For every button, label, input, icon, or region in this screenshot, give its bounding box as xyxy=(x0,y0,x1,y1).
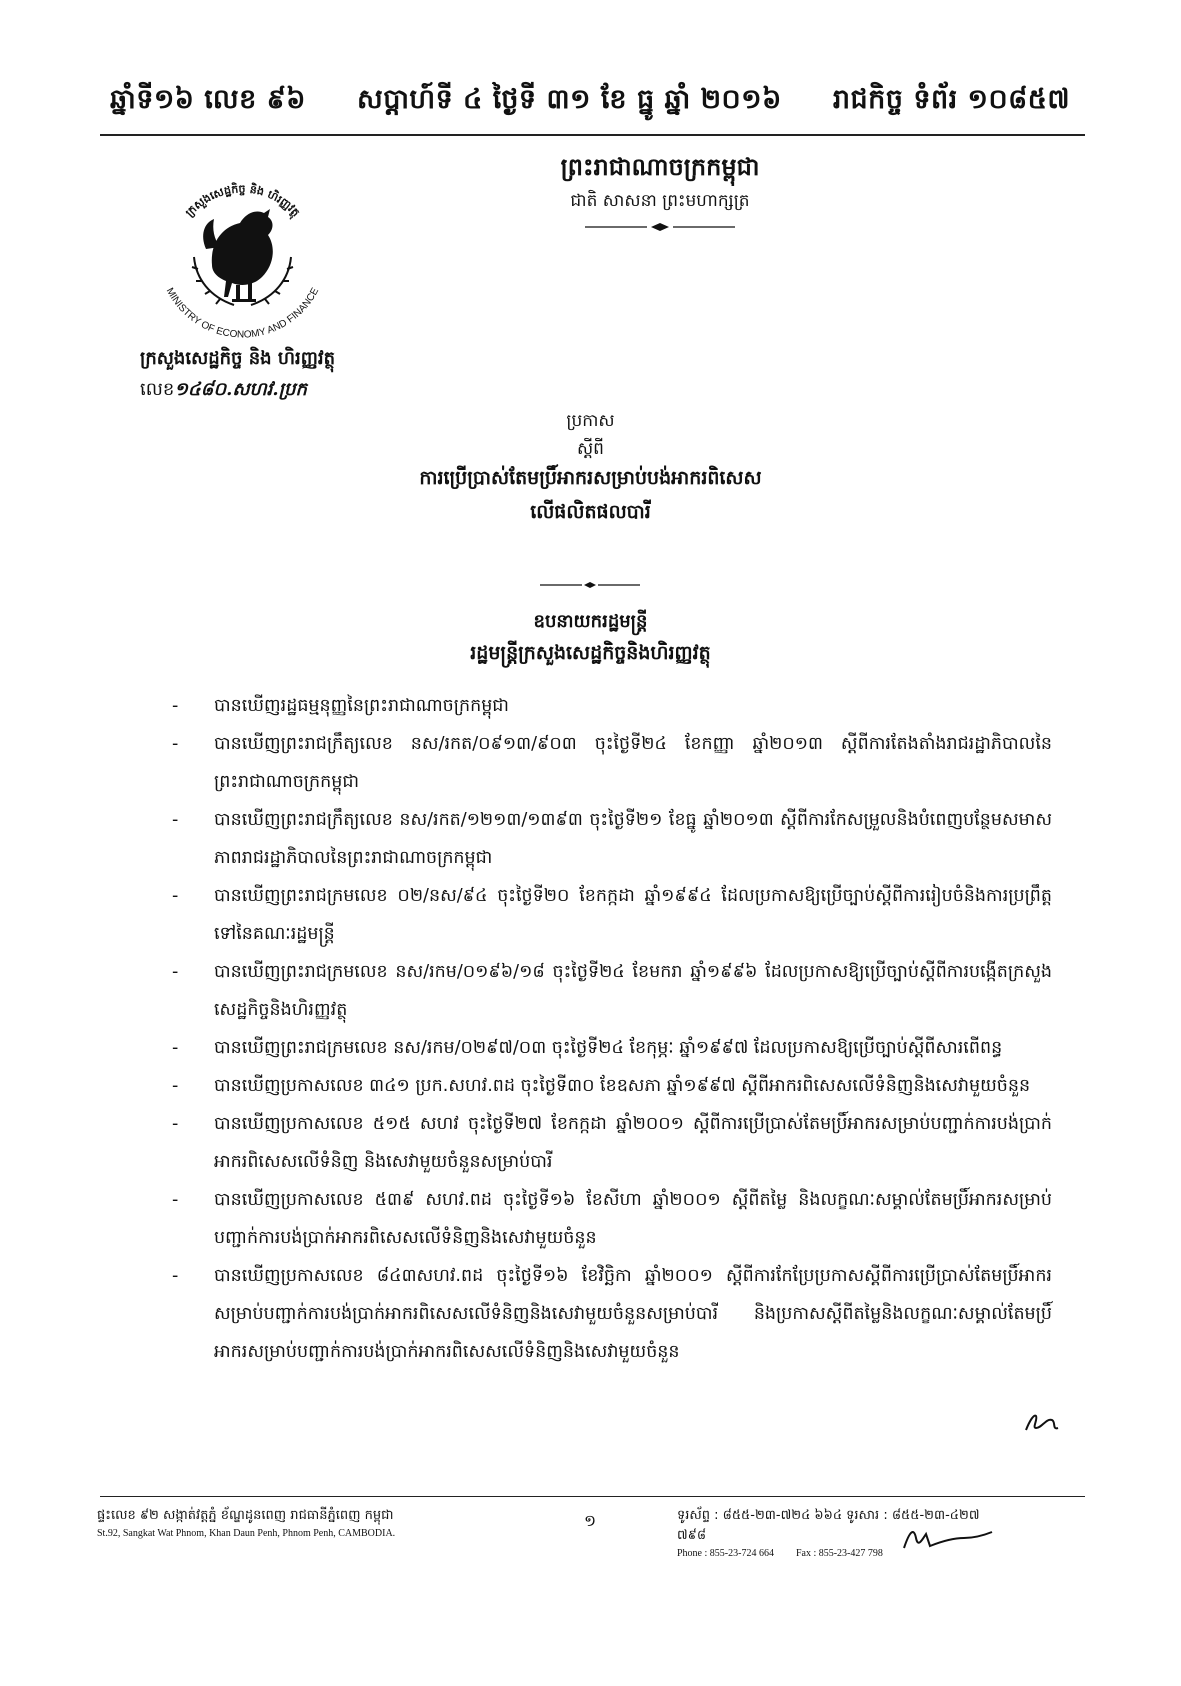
reference-item: - បានឃើញប្រកាសលេខ ៨៤៣សហវ.ពដ ចុះថ្ងៃទី១៦ ខែវិច្ឆិកា ឆ្នាំ២០០១ ស្តីពីការកែប្រែប្រកាសស្តីពីការប្រើប្រាស់តែមប្រិ៍អាករសម្រាប់បញ្ជាក់ការបង់ប្រាក់អាករពិសេសលើទំនិញនិងសេវាមួយចំនួនសម្រាប់បារី និងប្រកាសស្តីពីតម្លៃនិងលក្ខណៈសម្គាល់តែមប្រិ៍អាករសម្រាប់បញ្ជាក់ការបង់ប្រាក់អាករពិសេសលើទំនិញនិងសេវាមួយចំនួន xyxy=(172,1266,1052,1362)
reference-item: - បានឃើញព្រះរាជក្រមលេខ នស/រកម/០១៩៦/១៨ ចុះថ្ងៃទី២៤ ខែមករា ឆ្នាំ១៩៩៦ ដែលប្រកាសឱ្យប្រើច្បាប់ស្តីពីការបង្កើតក្រសួងសេដ្ឋកិច្ចនិងហិរញ្ញវត្ថុ xyxy=(172,962,1052,1020)
reference-item: - បានឃើញប្រកាសលេខ ៣៤១ ប្រក.សហវ.ពដ ចុះថ្ងៃទី៣០ ខែឧសភា ឆ្នាំ១៩៩៧ ស្តីពីអាករពិសេសលើទំនិញនិងសេវាមួយចំនួន xyxy=(172,1076,1031,1096)
document-regarding: ស្តីពី xyxy=(577,439,604,459)
document-subject-line-2: លើផលិតផលបារី xyxy=(530,501,651,523)
handwritten-initial xyxy=(1022,1410,1062,1436)
reference-item: - បានឃើញព្រះរាជក្រឹត្យលេខ នស/រកត/១២១៣/១៣៩៣ ចុះថ្ងៃទី២១ ខែធ្នូ ឆ្នាំ២០១៣ ស្តីពីការកែសម្រួលនិងបំពេញបន្ថែមសមាសភាពរាជរដ្ឋាភិបាលនៃព្រះរាជាណាចក្រកម្ពុជា xyxy=(172,810,1052,868)
gazette-year: ឆ្នាំទី១៦ លេខ ៩៦ xyxy=(110,83,306,115)
reference-number xyxy=(140,377,307,404)
reference-item: - បានឃើញរដ្ឋធម្មនុញ្ញនៃព្រះរាជាណាចក្រកម្ពុជា xyxy=(172,696,509,716)
seal-text-en: MINISTRY OF ECONOMY AND FINANCE xyxy=(163,286,322,341)
address-english: St.92, Sangkat Wat Phnom, Khan Daun Penh, Phnom Penh, CAMBODIA. xyxy=(97,1528,396,1539)
ornament-divider-icon xyxy=(585,222,735,232)
reference-value: ១៤៨០.សហវ.ប្រក xyxy=(174,379,307,400)
reference-item: - បានឃើញព្រះរាជក្រមលេខ នស/រកម/០២៩៧/០៣ ចុះថ្ងៃទី២៤ ខែកុម្ភៈ ឆ្នាំ១៩៩៧ ដែលប្រកាសឱ្យប្រើច្បាប់ស្តីពីសារពើពន្ធ xyxy=(172,1038,1003,1058)
page-number: ១ xyxy=(583,1511,597,1530)
seal-text-kh: ក្រសួងសេដ្ឋកិច្ច និង ហិរញ្ញវត្ថុ xyxy=(182,182,303,220)
footer-address xyxy=(97,1506,487,1542)
document-subject-line-1: ការប្រើប្រាស់តែមប្រិ៍អាករសម្រាប់បង់អាករពិសេស xyxy=(419,467,762,489)
phone-number: Phone : 855-23-724 664 xyxy=(677,1548,774,1559)
section-divider-icon xyxy=(540,580,640,590)
ministry-name: ក្រសួងសេដ្ឋកិច្ច និង ហិរញ្ញវត្ថុ xyxy=(140,348,335,369)
gazette-header xyxy=(110,80,1070,124)
gazette-page: រាជកិច្ច ទំព័រ ១០៨៥៧ xyxy=(832,83,1070,115)
rooster-icon xyxy=(203,209,273,302)
fax-number: Fax : 855-23-427 798 xyxy=(795,1548,883,1559)
kingdom-motto: ជាតិ សាសនា ព្រះមហាក្សត្រ xyxy=(570,191,750,211)
reference-item: - បានឃើញព្រះរាជក្រមលេខ ០២/នស/៩៤ ចុះថ្ងៃទី២០ ខែកក្កដា ឆ្នាំ១៩៩៤ ដែលប្រកាសឱ្យប្រើច្បាប់ស្តីពីការរៀបចំនិងការប្រព្រឹត្តទៅនៃគណៈរដ្ឋមន្ត្រី xyxy=(172,886,1052,944)
kingdom-name: ព្រះរាជាណាចក្រកម្ពុជា xyxy=(560,153,760,181)
references-list xyxy=(172,687,1052,1371)
reference-item: - បានឃើញប្រកាសលេខ ៥៣៩ សហវ.ពដ ចុះថ្ងៃទី១៦ ខែសីហា ឆ្នាំ២០០១ ស្តីពីតម្លៃ និងលក្ខណៈសម្គាល់តែមប្រិ៍អាករសម្រាប់បញ្ជាក់ការបង់ប្រាក់អាករពិសេសលើទំនិញនិងសេវាមួយចំនួន xyxy=(172,1190,1052,1248)
gazette-week-date: សប្តាហ៍ទី ៤ ថ្ងៃទី ៣១ ខែ ធ្នូ ឆ្នាំ ២០១៦ xyxy=(357,83,782,115)
header-rule xyxy=(100,134,1085,136)
handwritten-signature xyxy=(900,1524,995,1554)
reference-item: - បានឃើញព្រះរាជក្រឹត្យលេខ នស/រកត/០៩១៣/៩០៣ ចុះថ្ងៃទី២៤ ខែកញ្ញា ឆ្នាំ២០១៣ ស្តីពីការតែងតាំងរាជរដ្ឋាភិបាលនៃព្រះរាជាណាចក្រកម្ពុជា xyxy=(172,734,1052,792)
footer-rule xyxy=(100,1496,1085,1497)
document-type: ប្រកាស xyxy=(566,411,615,431)
ministry-seal-emblem xyxy=(150,165,335,345)
contact-khmer: ទូរស័ព្ទ : ៨៥៥-២៣-៧២៤ ៦៦៤ ទូរសារ : ៨៥៥-២៣-៤២៧ ៧៩៨ xyxy=(677,1508,980,1543)
signatory-title: ឧបនាយករដ្ឋមន្ត្រី xyxy=(533,611,648,632)
reference-item: - បានឃើញប្រកាសលេខ ៥១៥ សហវ ចុះថ្ងៃទី២៧ ខែកក្កដា ឆ្នាំ២០០១ ស្តីពីការប្រើប្រាស់តែមប្រិ៍អាករសម្រាប់បញ្ជាក់ការបង់ប្រាក់អាករពិសេសលើទំនិញ និងសេវាមួយចំនួនសម្រាប់បារី xyxy=(172,1114,1052,1172)
reference-prefix: លេខ xyxy=(140,379,175,400)
signatory-role: រដ្ឋមន្ត្រីក្រសួងសេដ្ឋកិច្ចនិងហិរញ្ញវត្ថុ xyxy=(470,642,711,664)
address-khmer: ផ្ទះលេខ ៩២ សង្កាត់វត្តភ្នំ ខ័ណ្ឌដូនពេញ រាជធានីភ្នំពេញ កម្ពុជា xyxy=(97,1508,394,1523)
